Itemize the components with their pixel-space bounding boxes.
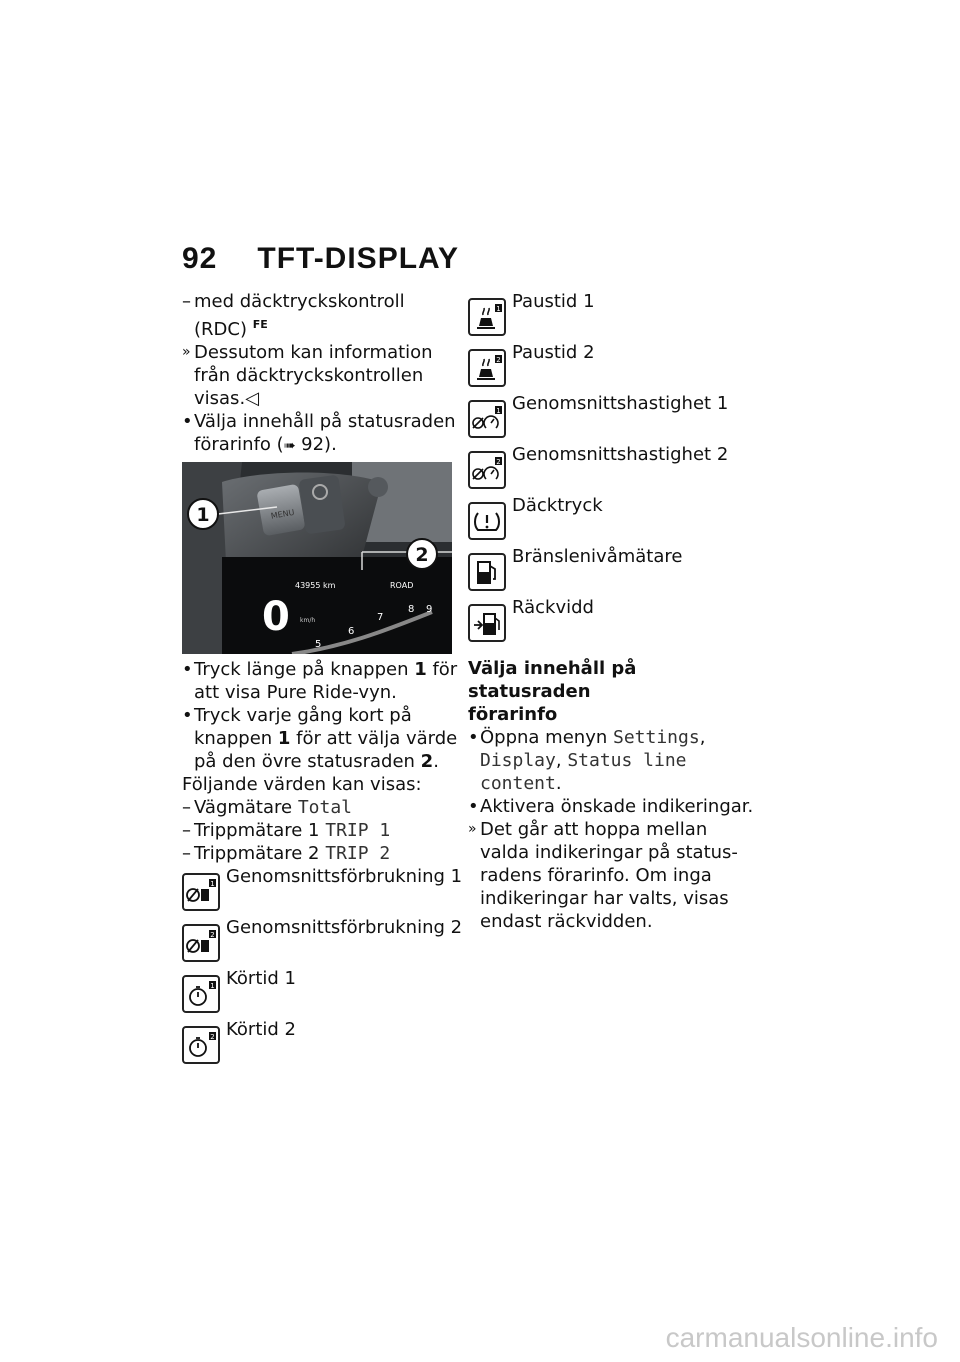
avg-speed-2-icon [468,451,506,489]
icon-item-fuel-level [468,545,758,596]
avg-speed-1-icon [468,400,506,438]
scale-7: 7 [377,612,384,623]
icon-item-label: Räckvidd [512,597,594,618]
ride-time-2-icon [182,1026,220,1064]
icon-item-label: Genomsnittsförbrukning 1 [226,866,463,887]
icon-item-ride-time-2 [182,1018,467,1069]
photo-odometer: 43955 km [295,581,336,590]
scale-5: 5 [315,639,322,650]
left-column-bottom [182,658,467,1069]
handlebar-illustration [182,462,452,654]
result-item: » Dessutom kan information från däcktryckskontrollen visas.◁ [182,342,433,409]
page-header [182,242,459,276]
photo-callout-2: 2 [415,544,429,566]
icon-item-ride-time-1 [182,967,467,1018]
svg-text:1: 1 [210,982,215,990]
left-column-top [182,290,457,458]
watermark: carmanualsonline.info [665,1322,938,1353]
step-activate: • Aktivera önskade indikeringar. [468,796,754,817]
icon-item-avg-speed-1 [468,392,758,443]
icon-item-label: Körtid 2 [226,1019,296,1040]
list-item-trip2: – Trippmätare 2 TRIP 2 [182,843,391,864]
result-item: » Det går att hoppa mellan valda indikeringar på status- radens förarinfo. Om inga indikeringar har valts, visas endast räckvidden. [468,819,738,932]
end-mark-icon: ◁ [245,388,260,409]
icon-item-label: Körtid 1 [226,968,296,989]
svg-text:1: 1 [496,305,501,313]
svg-text:2: 2 [496,458,501,466]
section-heading: Välja innehåll på statusraden förarinfo [468,658,637,725]
following-values-text: Följande värden kan visas: [182,774,422,795]
menu-button-label: MENU [270,507,296,521]
reference-arrow-icon: ➠ [283,438,296,454]
icon-item-label: Genomsnittshastighet 2 [512,444,729,465]
icon-item-avg-consumption-2 [182,916,467,967]
icon-item-pause-time-2 [468,341,758,392]
icon-item-tire-pressure [468,494,758,545]
photo-speed-unit: km/h [300,617,316,624]
avg-consumption-1-icon [182,873,220,911]
avg-consumption-2-icon [182,924,220,962]
page-title: TFT-DISPLAY [257,242,459,275]
icon-item-label: Genomsnittsförbrukning 2 [226,917,463,938]
list-item-rdc: – med däcktryckskontroll (RDC) $^{FE}$ [182,291,405,340]
icon-item-label: Paustid 1 [512,291,595,312]
step-item: • Välja innehåll på statusraden förarinfo (➠ 92). [182,411,456,455]
icon-item-pause-time-1 [468,290,758,341]
icon-item-label: Genomsnittshastighet 1 [512,393,729,414]
icon-item-avg-speed-2 [468,443,758,494]
svg-text:2: 2 [210,1033,215,1041]
right-column [468,290,758,933]
fuel-pump-icon [468,553,506,591]
svg-text:2: 2 [210,931,215,939]
scale-9: 9 [426,604,433,615]
icon-item-label: Bränslenivåmätare [512,546,683,567]
photo-speed: 0 [262,594,290,640]
icon-item-label: Paustid 2 [512,342,595,363]
photo-callout-1: 1 [196,504,210,526]
scale-6: 6 [348,626,355,637]
icon-item-avg-consumption-1 [182,865,467,916]
scale-8: 8 [408,604,415,615]
pause-time-2-icon [468,349,506,387]
list-item-trip1: – Trippmätare 1 TRIP 1 [182,820,391,841]
icon-item-label: Däcktryck [512,495,603,516]
photo-road-mode: ROAD [390,581,414,590]
range-icon [468,604,506,642]
list-item-odometer: – Vägmätare Total [182,797,353,818]
bullet-item: • Tryck varje gång kort på knappen 1 för att välja värde på den övre statusraden 2. [182,705,458,772]
bullet-item: • Tryck länge på knappen 1 för att visa Pure Ride-vyn. [182,659,458,703]
page-number: 92 [182,242,218,275]
svg-text:1: 1 [210,880,215,888]
handlebar-photo [182,462,452,654]
tire-pressure-icon [468,502,506,540]
svg-text:2: 2 [496,356,501,364]
step-open-menu: • Öppna menyn Settings, Display, Status line content. [468,727,706,794]
svg-text:1: 1 [496,407,501,415]
pause-time-1-icon [468,298,506,336]
icon-item-range [468,596,758,647]
ride-time-1-icon [182,975,220,1013]
